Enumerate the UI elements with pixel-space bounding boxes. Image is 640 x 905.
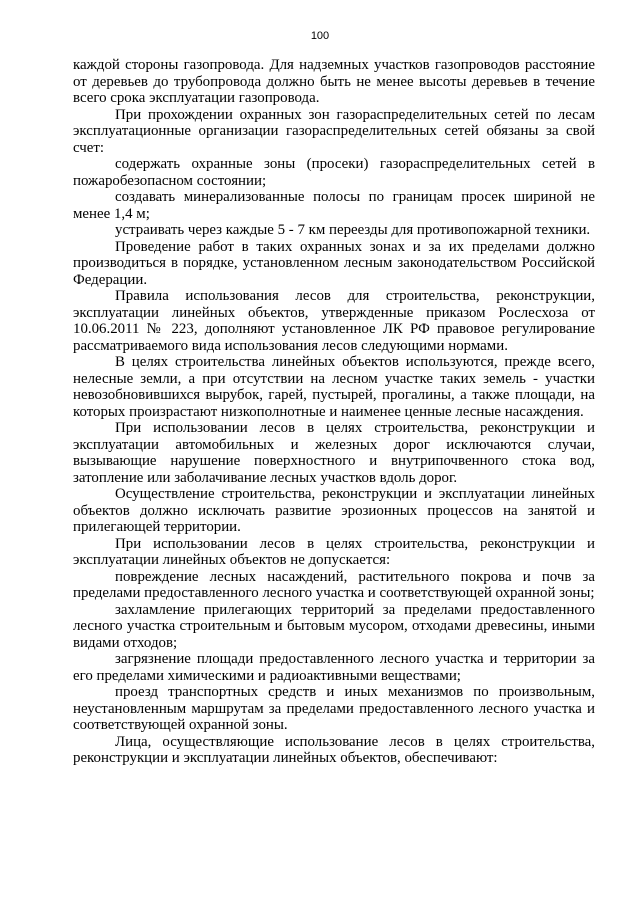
list-item: устраивать через каждые 5 - 7 км переезды для противопожарной техники. <box>115 222 591 238</box>
paragraph: В целях строительства линейных объектов используются, прежде всего, нелесные земли, а при отсутствии на лесном участке таких земель - участки невозобновившихся вырубок, гарей, пустырей, прогалины, а также площади, на которых произрастают низкополнотные и наименее ценные лесные насаждения. <box>73 354 595 420</box>
paragraph: Лица, осуществляющие использование лесов в целях строительства, реконструкции и эксплуатации линейных объектов, обеспечивают: <box>73 733 595 766</box>
page-number: 100 <box>310 30 330 42</box>
paragraph-continuation: каждой стороны газопровода. Для надземных участков газопроводов расстояние от деревьев до трубопровода должно быть не менее высоты деревьев в течение всего срока эксплуатации газопровода. <box>73 57 595 106</box>
list-item: повреждение лесных насаждений, растительного покрова и почв за пределами предоставленного лесного участка и соответствующей охранной зоны; <box>73 568 595 601</box>
paragraph: Проведение работ в таких охранных зонах и за их пределами должно производиться в порядке, установленном лесным законодательством Российской Федерации. <box>73 238 595 288</box>
list-item: загрязнение площади предоставленного лесного участка и территории за его пределами химическими и радиоактивными веществами; <box>73 651 595 684</box>
list-item: захламление прилегающих территорий за пределами предоставленного лесного участка строительным и бытовым мусором, отходами древесины, иными видами отходов; <box>73 601 595 651</box>
paragraph: При прохождении охранных зон газораспределительных сетей по лесам эксплуатационные организации газораспределительных сетей обязаны за свой счет: <box>73 106 595 156</box>
list-item: проезд транспортных средств и иных механизмов по произвольным, неустановленным маршрутам за пределами предоставленного лесного участка и соответствующей охранной зоны. <box>73 684 595 733</box>
list-item: создавать минерализованные полосы по границам просек шириной не менее 1,4 м; <box>73 189 595 222</box>
document-body <box>73 57 595 767</box>
paragraph: При использовании лесов в целях строительства, реконструкции и эксплуатации линейных объектов не допускается: <box>73 535 595 568</box>
paragraph: Осуществление строительства, реконструкции и эксплуатации линейных объектов должно исключать развитие эрозионных процессов на занятой и прилегающей территории. <box>73 486 595 535</box>
paragraph: При использовании лесов в целях строительства, реконструкции и эксплуатации автомобильных и железных дорог исключаются случаи, вызывающие нарушение поверхностного и внутрипочвенного стока вод, затопление или заболачивание лесных участков вдоль дорог. <box>73 420 595 486</box>
paragraph: Правила использования лесов для строительства, реконструкции, эксплуатации линейных объектов, утвержденные приказом Рослесхоза от 10.06.2011 № 223, дополняют установленное ЛК РФ правовое регулирование рассматриваемого вида использования лесов следующими нормами. <box>73 288 595 354</box>
list-item: содержать охранные зоны (просеки) газораспределительных сетей в пожаробезопасном состоянии; <box>73 156 595 189</box>
